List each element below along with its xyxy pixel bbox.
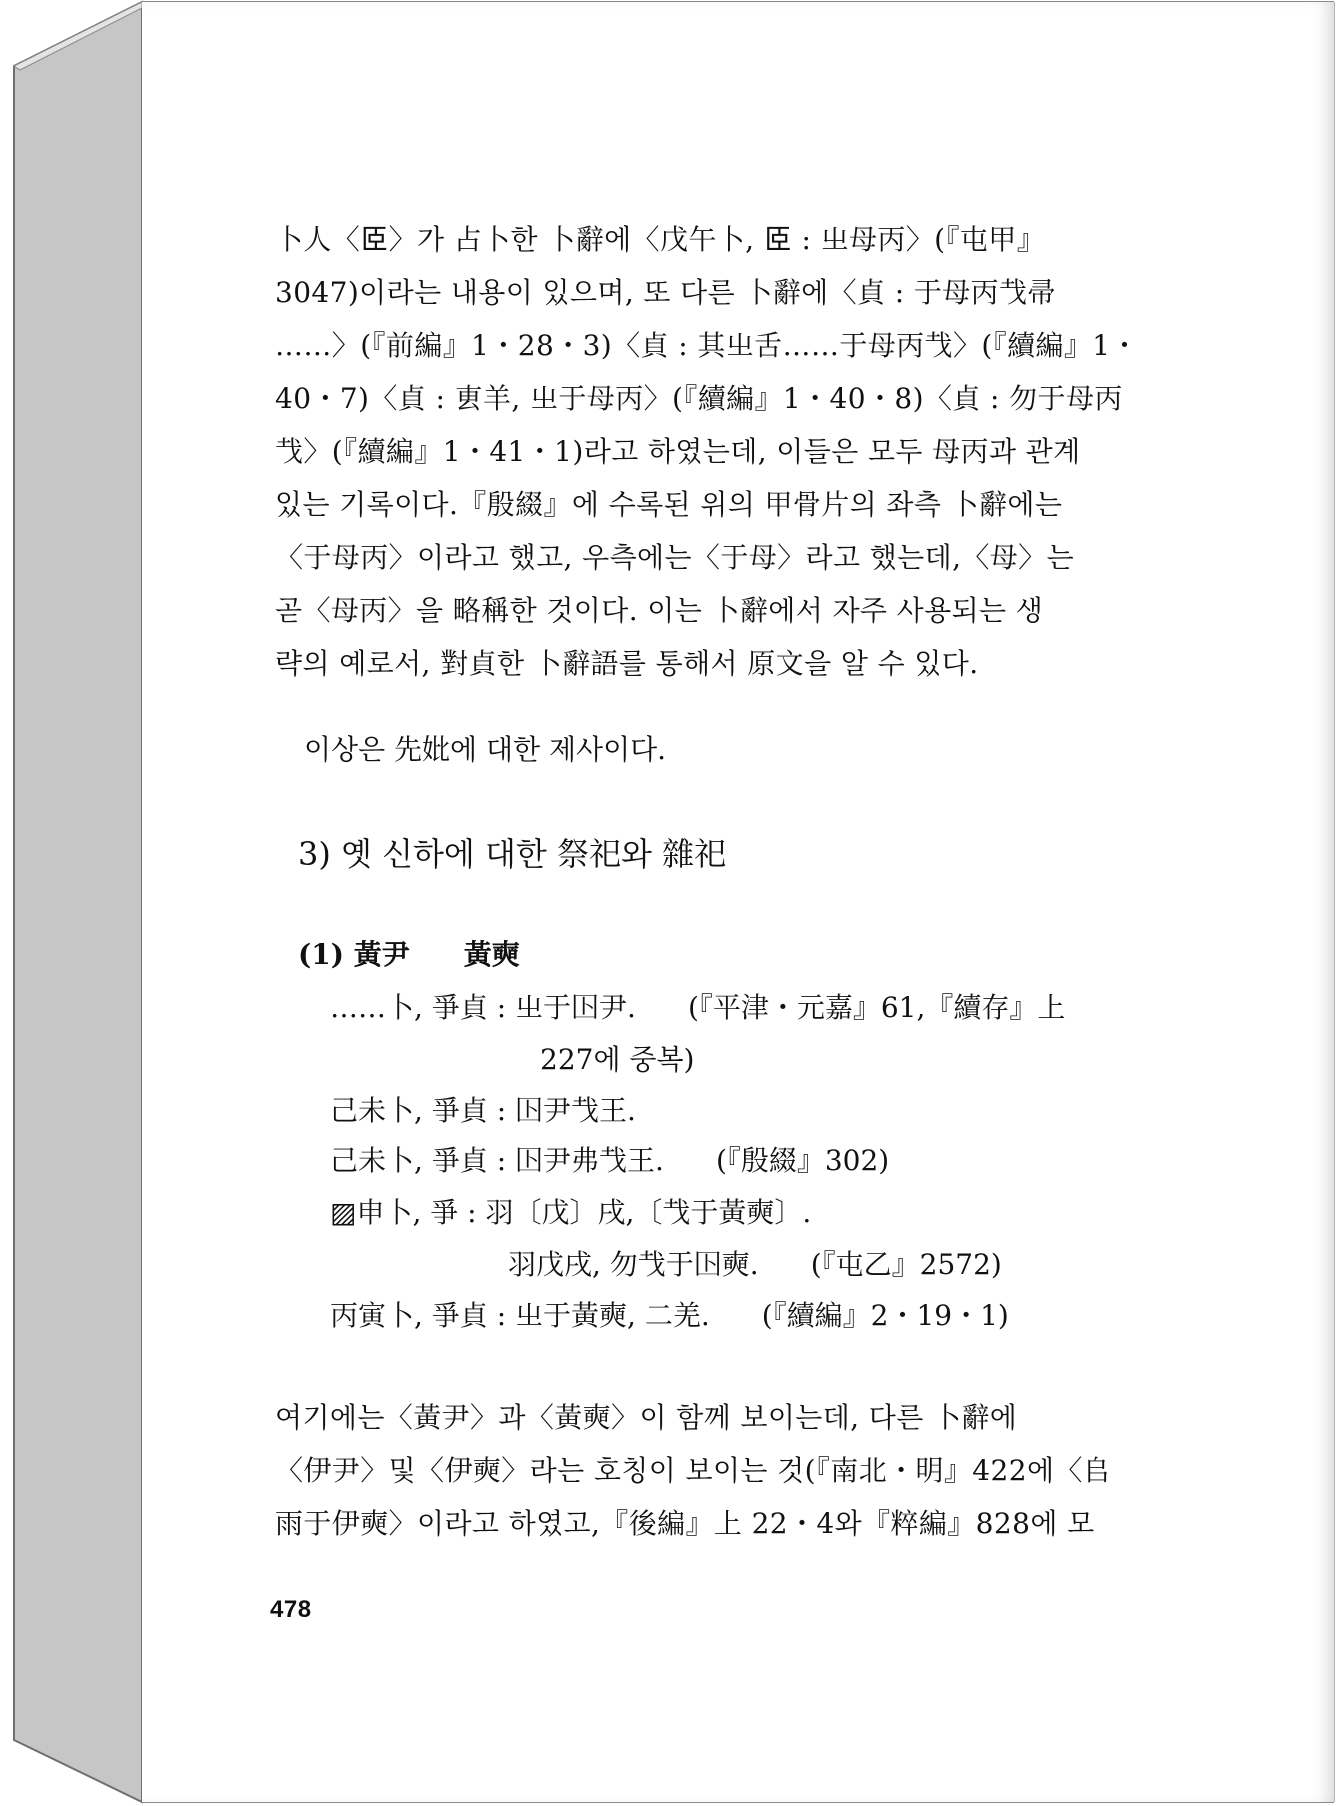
inscription-line <box>508 1245 1002 1285</box>
inscription-text: 227에 중복) <box>540 1043 695 1076</box>
inscription-text: 己未卜, 爭貞 : 𡆥尹弗𢦏王. <box>330 1144 664 1177</box>
subsection-number: (1) <box>298 938 344 971</box>
page-number: 478 <box>270 1596 312 1623</box>
subsection-heading <box>298 933 520 977</box>
inscription-line <box>330 1141 889 1181</box>
paragraph-line: 雨于伊奭〉이라고 하였고,『後編』上 22・4와『粹編』828에 모 <box>275 1507 1095 1540</box>
inscription-line <box>330 1193 811 1233</box>
inscription-text: 己未卜, 爭貞 : 𡆥尹𢦏王. <box>330 1094 636 1127</box>
subsection-term-b: 黃奭 <box>463 938 520 971</box>
paragraph-line: 있는 기록이다.『殷綴』에 수록된 위의 甲骨片의 좌측 卜辭에는 <box>275 488 1063 521</box>
inscription-line <box>330 1296 1009 1336</box>
paragraph-line: 략의 예로서, 對貞한 卜辭語를 통해서 原文을 알 수 있다. <box>275 647 979 680</box>
paragraph-line: 3047)이라는 내용이 있으며, 또 다른 卜辭에〈貞 : 于母丙𢦏帚 <box>275 276 1056 309</box>
subsection-term-a: 黃尹 <box>353 938 410 971</box>
body-paragraph-1 <box>275 213 1175 690</box>
paragraph-line: 곧〈母丙〉을 略稱한 것이다. 이는 卜辭에서 자주 사용되는 생 <box>275 594 1044 627</box>
section-heading: 3) 옛 신하에 대한 祭祀와 雜祀 <box>298 835 727 873</box>
paragraph-line: 卜人〈𦣞〉가 占卜한 卜辭에〈戊午卜, 𦣞 : 㞢母丙〉(『屯甲』 <box>275 223 1046 256</box>
paragraph-line: 40・7)〈貞 : 叀羊, 㞢于母丙〉(『續編』1・40・8)〈貞 : 勿于母丙 <box>275 382 1123 415</box>
inscription-text: ▨申卜, 爭 : 羽〔戊〕戌,〔𢦏于黃奭〕. <box>330 1196 812 1229</box>
inscription-line <box>540 1040 694 1080</box>
inscription-source: (『殷綴』302) <box>715 1144 890 1177</box>
paragraph-line: 〈于母丙〉이라고 했고, 우측에는〈于母〉라고 했는데,〈母〉는 <box>275 541 1075 574</box>
closing-sentence: 이상은 先妣에 대한 제사이다. <box>304 733 667 766</box>
body-paragraph-2 <box>275 1391 1175 1550</box>
inscription-text: ……卜, 爭貞 : 㞢于𡆥尹. <box>330 991 636 1024</box>
paragraph-line: ……〉(『前編』1・28・3)〈貞 : 其㞢舌……于母丙𢦏〉(『續編』1・ <box>275 329 1139 362</box>
inscription-line <box>330 1091 636 1131</box>
paragraph-line: 여기에는〈黃尹〉과〈黃奭〉이 함께 보이는데, 다른 卜辭에 <box>275 1401 1018 1434</box>
inscription-source: (『屯乙』2572) <box>810 1248 1002 1281</box>
inscription-text: 丙寅卜, 爭貞 : 㞢于黃奭, 二羌. <box>330 1299 710 1332</box>
paragraph-line: 〈伊尹〉및〈伊奭〉라는 호칭이 보이는 것(『南北・明』422에〈𠂤 <box>275 1454 1112 1487</box>
paragraph-line: 𢦏〉(『續編』1・41・1)라고 하였는데, 이들은 모두 母丙과 관계 <box>275 435 1081 468</box>
inscription-line <box>330 988 1065 1028</box>
inscription-source: (『續編』2・19・1) <box>761 1299 1009 1332</box>
inscription-source: (『平津・元嘉』61,『續存』上 <box>687 991 1066 1024</box>
inscription-text: 羽戊戌, 勿𢦏于𡆥奭. <box>508 1248 759 1281</box>
